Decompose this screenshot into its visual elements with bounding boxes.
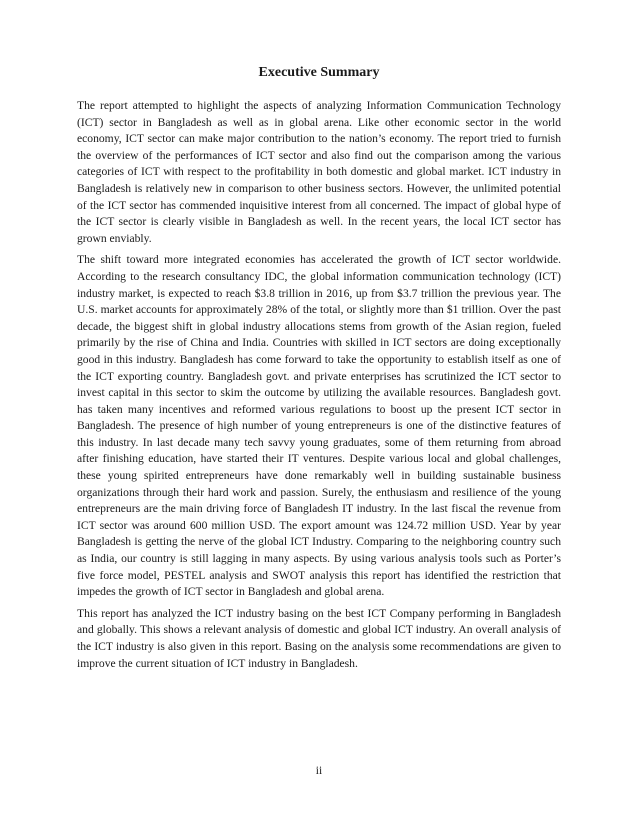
summary-body	[77, 98, 561, 677]
page-title: Executive Summary	[258, 65, 380, 80]
paragraph-intro: The report attempted to highlight the aspects of analyzing Information Communication Technology (ICT) sector in Bangladesh as well as in global arena. Like other economic sector in the world economy, ICT sector can make major contribution to the nation’s economy. The report tried to furnish the overview of the performances of ICT sector and also find out the comparison among the various categories of ICT with respect to the profitability in both domestic and global market. ICT industry in Bangladesh is relatively new in comparison to other business sectors. However, the unlimited potential of the ICT sector has commended inquisitive interest from all concerned. The impact of global hype of the ICT sector is clearly visible in Bangladesh as well. In the recent years, the local ICT sector has grown enviably.	[77, 99, 561, 245]
paragraph-market-analysis: The shift toward more integrated economies has accelerated the growth of ICT sector worldwide. According to the research consultancy IDC, the global information communication technology (ICT) industry market, is expected to reach $3.8 trillion in 2016, up from $3.7 trillion the previous year. The U.S. market accounts for approximately 28% of the total, or slightly more than $1 trillion. Over the past decade, the biggest shift in global industry allocations stems from growth of the Asian region, fueled primarily by the rise of China and India. Countries with skilled in ICT sectors are doing exceptionally good in this industry. Bangladesh has come forward to take the opportunity to establish itself as one of the ICT exporting country. Bangladesh govt. and private enterprises has scrutinized the ICT sector to invest capital in this sector to skim the outcome by utilizing the available resources. Bangladesh govt. has taken many incentives and reformed various regulations to boost up the present ICT sector in Bangladesh. The presence of high number of young entrepreneurs is one of the distinctive features of this industry. In last decade many tech savvy young graduates, some of them returning from abroad after finishing education, have started their IT ventures. Despite various local and global challenges, these young spirited entrepreneurs have done remarkably well in building sustainable business organizations through their hard work and passion. Surely, the enthusiasm and resilience of the young entrepreneurs are the main driving force of Bangladesh IT industry. In the last fiscal the revenue from ICT sector was around 600 million USD. The export amount was 124.72 million USD. Year by year Bangladesh is getting the nerve of the global ICT Industry. Comparing to the neighboring country such as India, our country is still lagging in many aspects. By using various analysis tools such as Porter’s five force model, PESTEL analysis and SWOT analysis this report has identified the restriction that impedes the growth of ICT sector in Bangladesh and global arena.	[77, 253, 561, 599]
page-number: ii	[315, 765, 323, 777]
paragraph-conclusion: This report has analyzed the ICT industry basing on the best ICT Company performing in Bangladesh and globally. This shows a relevant analysis of domestic and global ICT industry. An overall analysis of the ICT industry is also given in this report. Basing on the analysis some recommendations are given to improve the current situation of ICT industry in Bangladesh.	[77, 606, 561, 670]
